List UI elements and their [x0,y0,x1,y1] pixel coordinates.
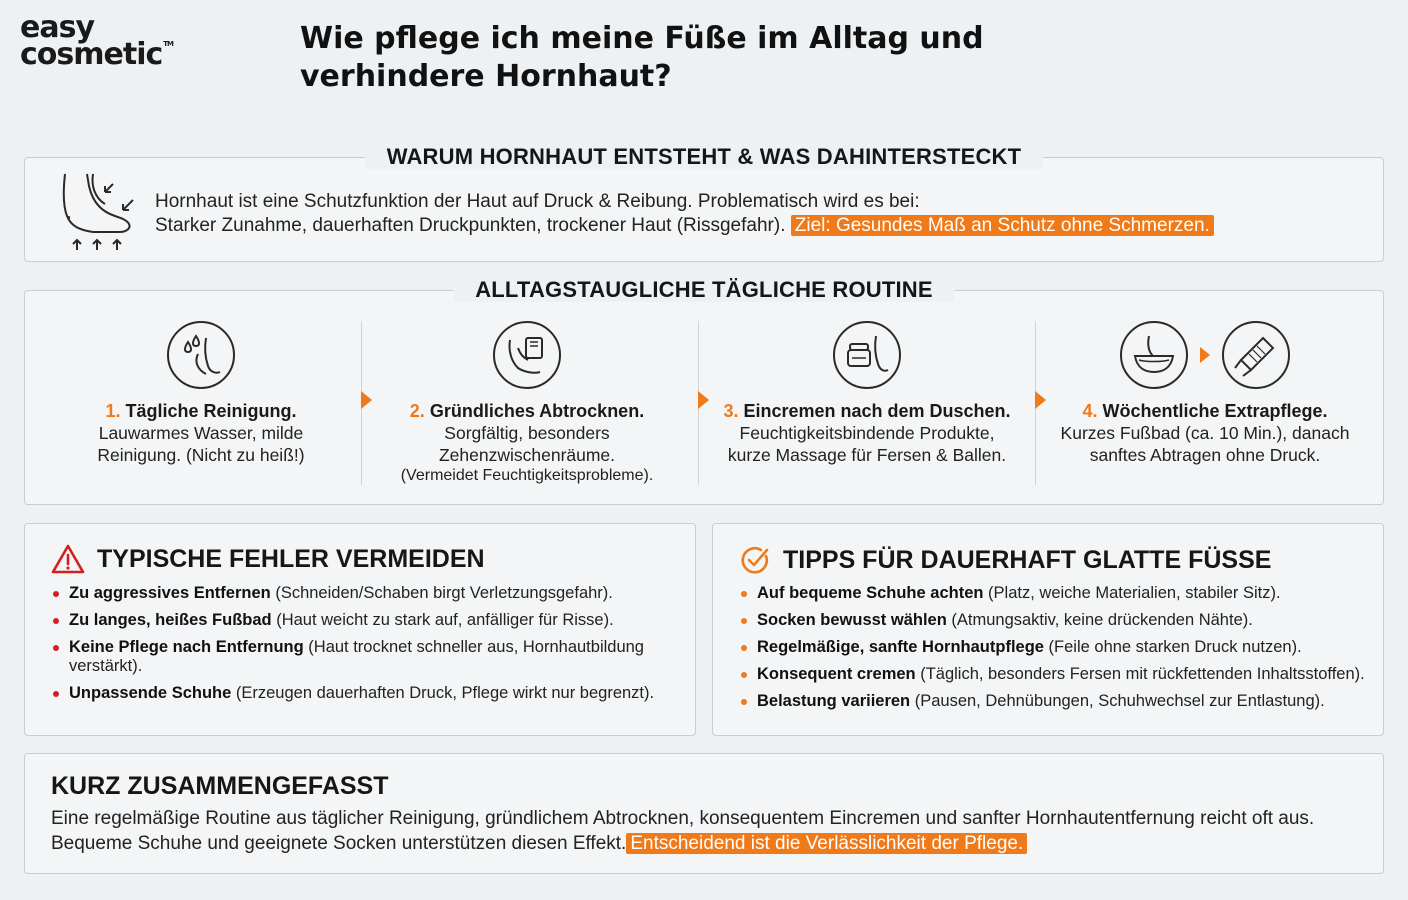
step-1-title: Tägliche Reinigung. [125,401,297,421]
routine-step-3 [717,321,1017,466]
summary-line2: Bequeme Schuhe und geeignete Socken unterstützen diesen Effekt. [51,833,627,854]
summary-highlight: Entscheidend ist die Verlässlichkeit der Pflege. [626,833,1027,854]
step-3-number: 3. [723,401,739,421]
brand-line2: cosmetic [20,37,163,72]
step-4-desc2: sanftes Abtragen ohne Druck. [1089,445,1321,465]
summary-line1: Eine regelmäßige Routine aus täglicher Reinigung, gründlichem Abtrocknen, konsequentem Eincremen und sanfter Hornhautentfernung reicht oft aus. [51,808,1315,829]
water-foot-icon [167,321,235,389]
chevron-right-icon [361,391,372,409]
warning-icon [51,544,85,574]
step-2-title: Gründliches Abtrocknen. [429,401,645,421]
brand-trademark: TM [163,40,174,48]
why-heading: WARUM HORNHAUT ENTSTEHT & WAS DAHINTERSTECKT [365,144,1044,169]
routine-step-1 [51,321,351,466]
brand-logo [20,10,174,72]
tips-heading: TIPPS FÜR DAUERHAFT GLATTE FÜSSE [783,545,1272,574]
list-item: Auf bequeme Schuhe achten (Platz, weiche Materialien, stabiler Sitz). [741,584,1367,603]
list-item: Konsequent cremen (Täglich, besonders Fersen mit rückfettenden Inhaltsstoffen). [741,665,1367,684]
step-1-desc2: Reinigung. (Nicht zu heiß!) [97,445,305,465]
routine-step-2 [377,321,677,486]
mistakes-list [53,584,679,711]
tips-list [741,584,1367,719]
step-2-note: (Vermeidet Feuchtigkeitsprobleme). [400,467,654,484]
check-circle-icon [739,544,771,576]
step-4-number: 4. [1082,401,1098,421]
step-2-number: 2. [409,401,425,421]
step-3-desc1: Feuchtigkeitsbindende Produkte, [739,423,995,443]
foot-pressure-icon [57,172,137,252]
mistakes-panel [24,523,696,736]
summary-panel [24,753,1384,874]
step-2-desc1: Sorgfältig, besonders [444,423,610,443]
chevron-right-icon [1200,347,1210,363]
step-3-title: Eincremen nach dem Duschen. [743,401,1011,421]
step-2-desc2: Zehenzwischenräume. [438,445,616,465]
list-item: Belastung variieren (Pausen, Dehnübungen, Schuhwechsel zur Entlastung). [741,692,1367,711]
chevron-right-icon [1035,391,1046,409]
list-item: Unpassende Schuhe (Erzeugen dauerhaften Druck, Pflege wirkt nur begrenzt). [53,684,679,703]
list-item: Regelmäßige, sanfte Hornhautpflege (Feile ohne starken Druck nutzen). [741,638,1367,657]
why-panel [24,144,1384,262]
list-item: Keine Pflege nach Entfernung (Haut trocknet schneller aus, Hornhautbildung verstärkt). [53,638,679,676]
brand-line1: easy [20,10,95,45]
cream-jar-icon [833,321,901,389]
foot-bath-icon [1120,321,1188,389]
list-item: Socken bewusst wählen (Atmungsaktiv, keine drückenden Nähte). [741,611,1367,630]
tips-panel [712,523,1384,736]
why-line2: Starker Zunahme, dauerhaften Druckpunkten, trockener Haut (Rissgefahr). [155,215,786,236]
chevron-right-icon [698,391,709,409]
page-title: Wie pflege ich meine Füße im Alltag und verhindere Hornhaut? [300,21,984,94]
routine-heading: ALLTAGSTAUGLICHE TÄGLICHE ROUTINE [453,277,955,302]
routine-step-4 [1055,321,1355,466]
list-item: Zu aggressives Entfernen (Schneiden/Schaben birgt Verletzungsgefahr). [53,584,679,603]
why-line1: Hornhaut ist eine Schutzfunktion der Haut auf Druck & Reibung. Problematisch wird es bei: [155,191,920,212]
why-goal-highlight: Ziel: Gesundes Maß an Schutz ohne Schmerzen. [791,215,1214,236]
foot-file-icon [1222,321,1290,389]
list-item: Zu langes, heißes Fußbad (Haut weicht zu stark auf, anfälliger für Risse). [53,611,679,630]
step-4-desc1: Kurzes Fußbad (ca. 10 Min.), danach [1060,423,1350,443]
step-4-title: Wöchentliche Extrapflege. [1102,401,1328,421]
step-1-desc1: Lauwarmes Wasser, milde [98,423,304,443]
routine-panel [24,277,1384,505]
mistakes-heading: TYPISCHE FEHLER VERMEIDEN [97,544,485,573]
summary-text [51,806,1363,856]
towel-foot-icon [493,321,561,389]
step-1-number: 1. [105,401,121,421]
why-text [155,190,1214,238]
summary-heading: KURZ ZUSAMMENGEFASST [51,772,389,800]
step-3-desc2: kurze Massage für Fersen & Ballen. [727,445,1007,465]
